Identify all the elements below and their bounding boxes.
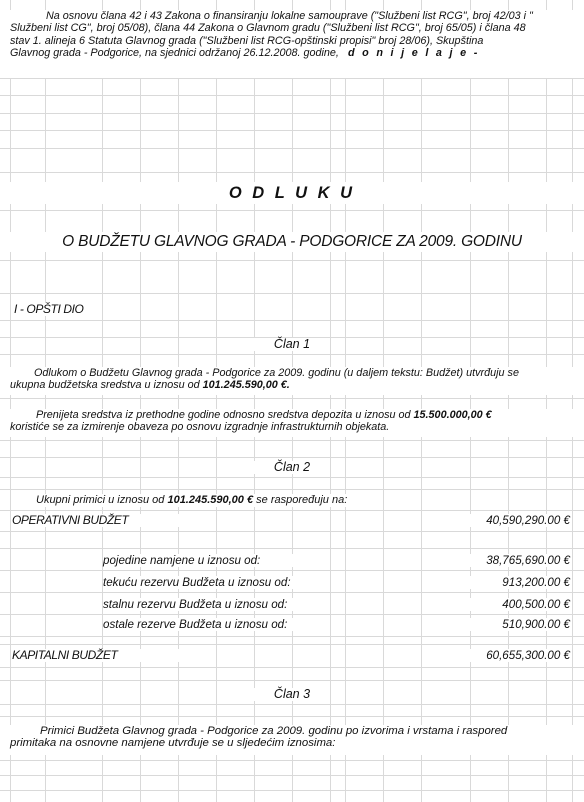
preamble-line: stav 1. alineja 6 Statuta Glavnog grada ("Službeni list RCG-opštinski propisi" broj 28/06), Skupština [10, 34, 484, 47]
preamble-paragraph[interactable] [10, 10, 584, 78]
gridline [45, 0, 46, 802]
gridline [421, 0, 422, 802]
paragraph-line: primitaka na osnovne namjene utvrđuje se u sljedećim iznosima: [10, 737, 336, 750]
paragraph-line: Odlukom o Budžetu Glavnog grada - Podgorice za 2009. godinu (u daljem tekstu: Budžet) utvrđuju se [34, 367, 519, 379]
gridline [10, 0, 11, 802]
clan-2-intro[interactable] [36, 494, 347, 507]
paragraph-line: koristiće se za izmirenje obaveza po osnovu izgradnje infrastrukturnih objekata. [10, 421, 390, 434]
operativni-budzet-value[interactable]: 40,590,290.00 € [470, 514, 570, 527]
clan-1-paragraph-1[interactable] [10, 367, 580, 395]
item-value[interactable]: 510,900.00 € [470, 618, 570, 631]
document-subtitle[interactable]: O BUDŽETU GLAVNOG GRADA - PODGORICE ZA 2009. GODINU [0, 232, 584, 252]
document-title[interactable]: O D L U K U [0, 182, 584, 204]
clan-1-paragraph-2[interactable] [10, 409, 580, 437]
gridline [292, 0, 293, 802]
intro-text: Ukupni primici u iznosu od [36, 494, 165, 506]
clan-3-paragraph[interactable] [10, 725, 580, 755]
gridline [254, 0, 255, 802]
kapitalni-budzet-value[interactable]: 60,655,300.00 € [470, 649, 570, 662]
intro-text: se raspoređuju na: [256, 494, 348, 506]
clan-1-heading[interactable]: Član 1 [254, 338, 330, 351]
clan-2-heading[interactable]: Član 2 [254, 461, 330, 474]
deposit-amount: 15.500.000,00 € [413, 409, 492, 421]
item-value[interactable]: 400,500.00 € [470, 598, 570, 611]
intro-amount: 101.245.590,00 € [167, 494, 254, 506]
donijela-text: d o n i j e l a j e - [347, 47, 480, 60]
gridline [508, 0, 509, 802]
preamble-line: Glavnog grada - Podgorice, na sjednici održanoj 26.12.2008. godine, [10, 47, 339, 60]
item-label[interactable]: stalnu rezervu Budžeta u iznosu od: [103, 598, 323, 611]
item-label[interactable]: pojedine namjene u iznosu od: [103, 554, 323, 567]
item-value[interactable]: 913,200.00 € [470, 576, 570, 589]
total-amount: 101.245.590,00 €. [202, 379, 290, 392]
item-label[interactable]: ostale rezerve Budžeta u iznosu od: [103, 618, 323, 631]
operativni-budzet-label[interactable]: OPERATIVNI BUDŽET [12, 514, 212, 527]
paragraph-line: Primici Budžeta Glavnog grada - Podgorice za 2009. godinu po izvorima i vrstama i raspored [40, 725, 508, 737]
paragraph-line: ukupna budžetska sredstva u iznosu od [10, 379, 200, 392]
gridline [383, 0, 384, 802]
gridline [345, 0, 346, 802]
gridline [470, 0, 471, 802]
gridline [178, 0, 179, 802]
gridline [546, 0, 547, 802]
item-label[interactable]: tekuću rezervu Budžeta u iznosu od: [103, 576, 323, 589]
preamble-line: Službeni list CG", broj 05/08), člana 44 Zakona o Glavnom gradu ("Službeni list RCG", broj 65/05) i člana 48 [10, 22, 526, 35]
gridline [102, 0, 103, 802]
item-value[interactable]: 38,765,690.00 € [470, 554, 570, 567]
gridline [330, 0, 331, 802]
gridline [216, 0, 217, 802]
clan-3-heading[interactable]: Član 3 [254, 688, 330, 701]
kapitalni-budzet-label[interactable]: KAPITALNI BUDŽET [12, 649, 212, 662]
paragraph-line: Prenijeta sredstva iz prethodne godine odnosno sredstva depozita u iznosu od [36, 409, 411, 421]
gridline [572, 0, 573, 802]
section-heading[interactable]: I - OPŠTI DIO [14, 303, 94, 316]
gridline [140, 0, 141, 802]
preamble-line: Na osnovu člana 42 i 43 Zakona o finansiranju lokalne samouprave ("Službeni list RCG", broj 42/03 i " [46, 10, 533, 22]
